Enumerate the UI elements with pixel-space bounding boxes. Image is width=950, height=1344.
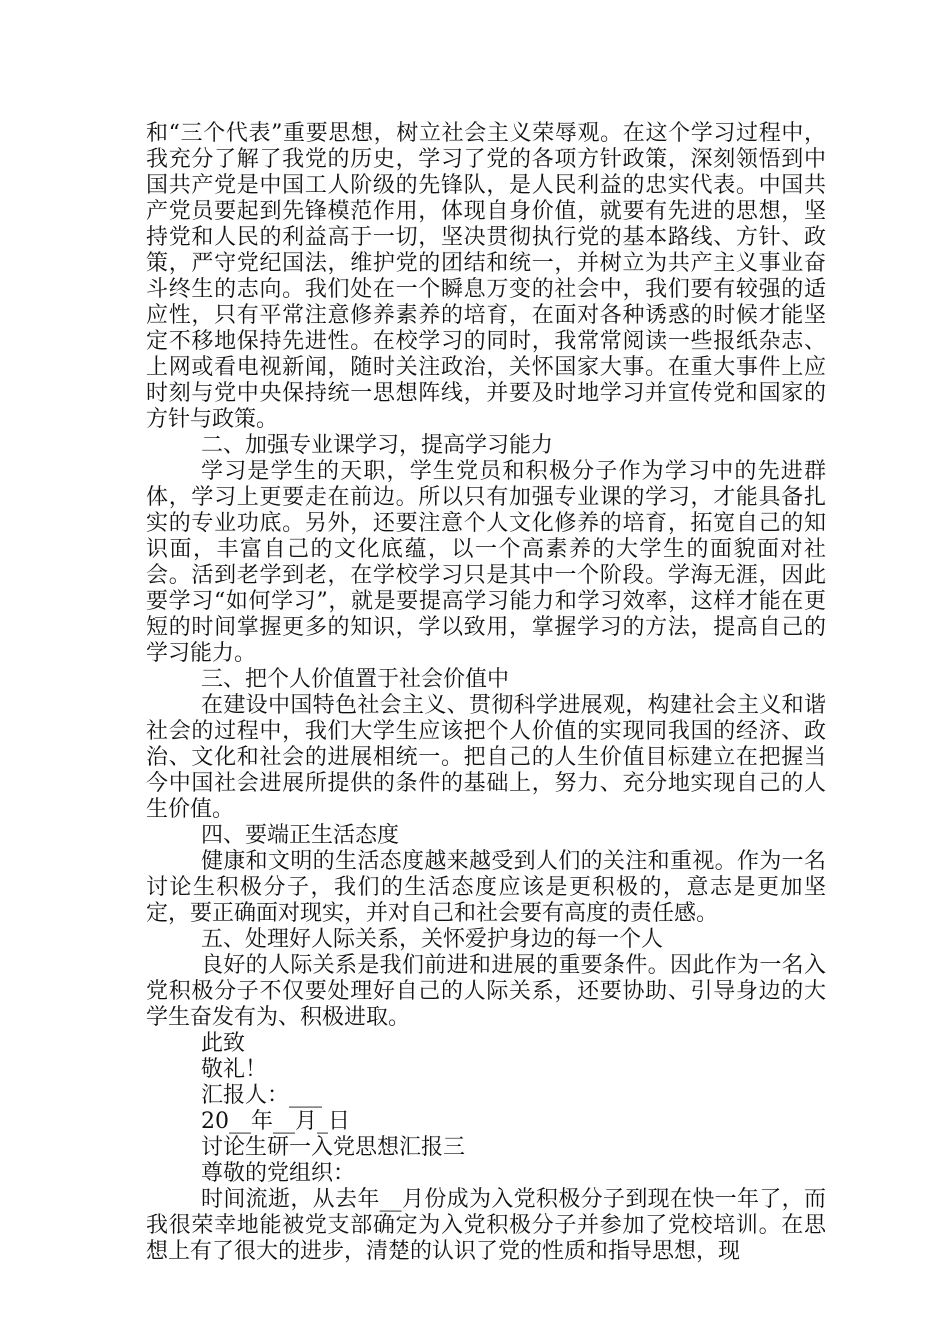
- section-heading-4: 四、要端正生活态度: [201, 823, 400, 848]
- document-body: [146, 121, 826, 1265]
- body-paragraph: 学习是学生的天职，学生党员和积极分子作为学习中的先进群体，学习上更要走在前边。所以只有加强专业课的学习，才能具备扎实的专业功底。另外，还要注意个人文化修养的培育，拓宽自己的知识面，丰富自己的文化底蕴，以一个高素养的大学生的面貌面对社会。活到老学到老，在学校学习只是其中一个阶段。学海无涯，因此要学习“如何学习”，就是要提高学习能力和学习效率，这样才能在更短的时间掌握更多的知识，学以致用，掌握学习的方法，提高自己的学习能力。: [146, 459, 826, 666]
- greeting-line: 尊敬的党组织：: [201, 1161, 356, 1186]
- reporter-line: 汇报人：___: [201, 1083, 323, 1108]
- body-paragraph: 时间流逝，从去年__月份成为入党积极分子到现在快一年了，而我很荣幸地能被党支部确定为入党积极分子并参加了党校培训。在思想上有了很大的进步，清楚的认识了党的性质和指导思想，现: [146, 1187, 826, 1264]
- body-paragraph: 健康和文明的生活态度越来越受到人们的关注和重视。作为一名讨论生积极分子，我们的生活态度应该是更积极的，意志是更加坚定，要正确面对现实，并对自己和社会要有高度的责任感。: [146, 849, 826, 926]
- body-paragraph: 良好的人际关系是我们前进和进展的重要条件。因此作为一名入党积极分子不仅要处理好自己的人际关系，还要协助、引导身边的大学生奋发有为、积极进取。: [146, 953, 826, 1030]
- body-paragraph: 在建设中国特色社会主义、贯彻科学进展观，构建社会主义和谐社会的过程中，我们大学生应该把个人价值的实现同我国的经济、政治、文化和社会的进展相统一。把自己的人生价值目标建立在把握当今中国社会进展所提供的条件的基础上，努力、充分地实现自己的人生价值。: [146, 693, 826, 822]
- body-paragraph: 和“三个代表”重要思想，树立社会主义荣辱观。在这个学习过程中，我充分了解了我党的历史，学习了党的各项方针政策，深刻领悟到中国共产党是中国工人阶级的先锋队，是人民利益的忠实代表。中国共产党员要起到先锋模范作用，体现自身价值，就要有先进的思想，坚持党和人民的利益高于一切，坚决贯彻执行党的基本路线、方针、政策，严守党纪国法，维护党的团结和统一，并树立为共产主义事业奋斗终生的志向。我们处在一个瞬息万变的社会中，我们要有较强的适应性，只有平常注意修养素养的培育，在面对各种诱惑的时候才能坚定不移地保持先进性。在校学习的同时，我常常阅读一些报纸杂志、上网或看电视新闻，随时关注政治，关怀国家大事。在重大事件上应时刻与党中央保持统一思想阵线，并要及时地学习并宣传党和国家的方针与政策。: [146, 121, 826, 432]
- section-heading-2: 二、加强专业课学习，提高学习能力: [201, 433, 554, 458]
- date-line: 20__年__月_日: [201, 1109, 350, 1134]
- section-heading-5: 五、处理好人际关系，关怀爱护身边的每一个人: [201, 927, 664, 952]
- section-heading-3: 三、把个人价值置于社会价值中: [201, 667, 510, 692]
- closing-regards: 敬礼！: [201, 1057, 268, 1082]
- closing-salutation: 此致: [201, 1031, 246, 1056]
- next-report-title: 讨论生研一入党思想汇报三: [201, 1135, 466, 1160]
